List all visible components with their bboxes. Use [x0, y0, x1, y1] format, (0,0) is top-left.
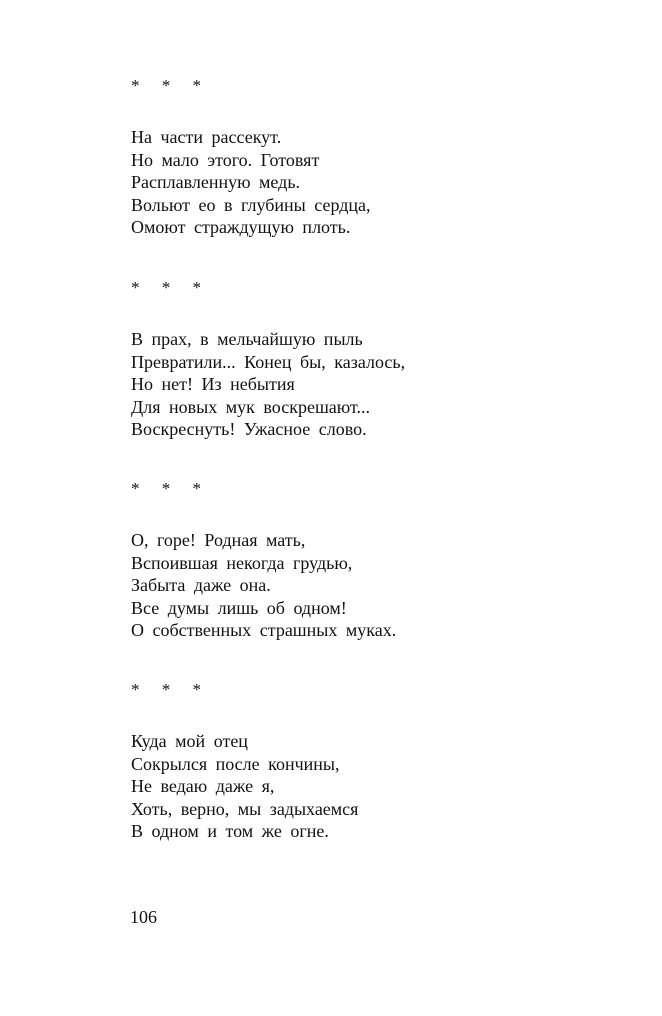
- stanza: [131, 126, 611, 239]
- poem-line: Вольют ео в глубины сердца,: [131, 194, 371, 215]
- stanza-separator: * * *: [131, 278, 210, 297]
- poem-line: Все думы лишь об одном!: [131, 597, 347, 618]
- poem-line: О, горе! Родная мать,: [131, 530, 306, 550]
- poem-line: Не ведаю даже я,: [131, 776, 275, 796]
- poem-line: Превратили... Конец бы, казалось,: [131, 351, 406, 372]
- poem-line: Омоют страждущую плоть.: [131, 217, 351, 237]
- poem-line: Вспоившая некогда грудью,: [131, 552, 353, 573]
- poem-line: Воскреснуть! Ужасное слово.: [131, 419, 367, 439]
- poem-line: Куда мой отец: [131, 731, 248, 751]
- stanza: [131, 529, 611, 642]
- poem-line: В одном и том же огне.: [131, 821, 329, 841]
- poem-line: Расплавленную медь.: [131, 172, 301, 192]
- poem-line: Сокрылся после кончины,: [131, 753, 340, 774]
- stanza: [131, 328, 611, 441]
- stanza: [131, 730, 611, 843]
- poem-line: О собственных страшных муках.: [131, 620, 397, 640]
- poem-line: Хоть, верно, мы задыхаемся: [131, 798, 359, 819]
- poem-line: Забыта даже она.: [131, 575, 271, 595]
- poem-line: Но нет! Из небытия: [131, 374, 295, 394]
- poem-line: Для новых мук воскрешают...: [131, 396, 371, 417]
- stanza-separator: * * *: [131, 680, 210, 699]
- poem-line: На части рассекут.: [131, 127, 282, 147]
- poem-line: В прах, в мельчайшую пыль: [131, 329, 363, 349]
- stanza-separator: * * *: [131, 76, 210, 95]
- poem-line: Но мало этого. Готовят: [131, 149, 320, 170]
- page-number: 106: [130, 907, 157, 927]
- stanza-separator: * * *: [131, 479, 210, 498]
